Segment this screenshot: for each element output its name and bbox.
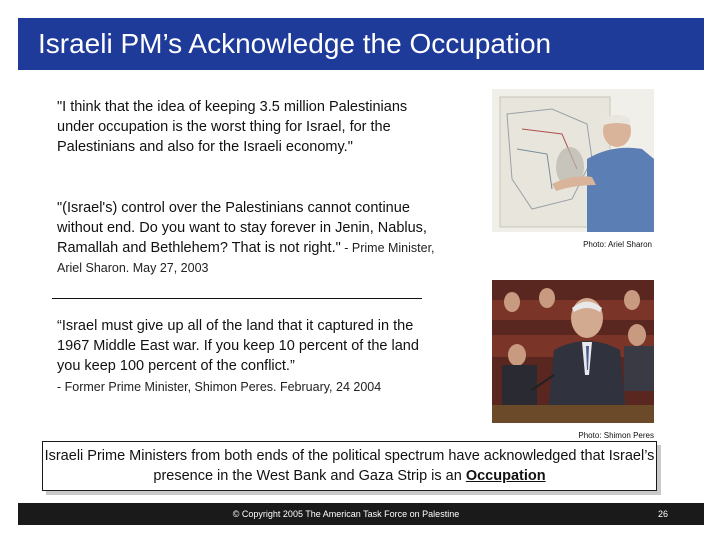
peres-quote: “Israel must give up all of the land that it captured in the 1967 Middle East war. If you keep 10 percent of the land you keep 100 percent of the conflict.” <box>57 318 419 374</box>
summary-callout-text: Israeli Prime Ministers from both ends of the political spectrum have acknowledged that Israel’s presence in the West Bank and Gaza Strip is an <box>44 448 655 484</box>
peres-attribution: - Former Prime Minister, Shimon Peres. February, 24 2004 <box>57 380 382 394</box>
sharon-quote-2-text: "(Israel's) control over the Palestinians cannot continue without end. Do you want to stay forever in Jenin, Nablus, Ramallah and Bethlehem? That is not right." <box>57 200 427 256</box>
page-number: 26 <box>657 509 668 519</box>
summary-callout-emphasis: Occupation <box>465 468 546 484</box>
sharon-photo-credit: Photo: Ariel Sharon <box>583 240 652 249</box>
footer-copyright: © Copyright 2005 The American Task Force on Palestine <box>232 509 460 519</box>
peres-photo-credit: Photo: Shimon Peres <box>578 431 654 440</box>
summary-callout <box>42 441 657 491</box>
sharon-quote-1: "I think that the idea of keeping 3.5 million Palestinians under occupation is the worst thing for Israel, for the Palestinians and also for the Israeli economy." <box>57 99 408 155</box>
quote-divider <box>52 298 422 299</box>
slide-title: Israeli PM’s Acknowledge the Occupation <box>18 18 704 70</box>
sharon-photo <box>492 89 654 232</box>
sharon-attribution: - Prime Minister, Ariel Sharon. May 27, 2003 <box>57 241 435 275</box>
footer-bar <box>18 503 704 525</box>
peres-photo-illustration <box>492 280 654 423</box>
peres-photo <box>492 280 654 423</box>
sharon-quote-2 <box>57 198 442 278</box>
sharon-photo-illustration <box>492 89 654 232</box>
